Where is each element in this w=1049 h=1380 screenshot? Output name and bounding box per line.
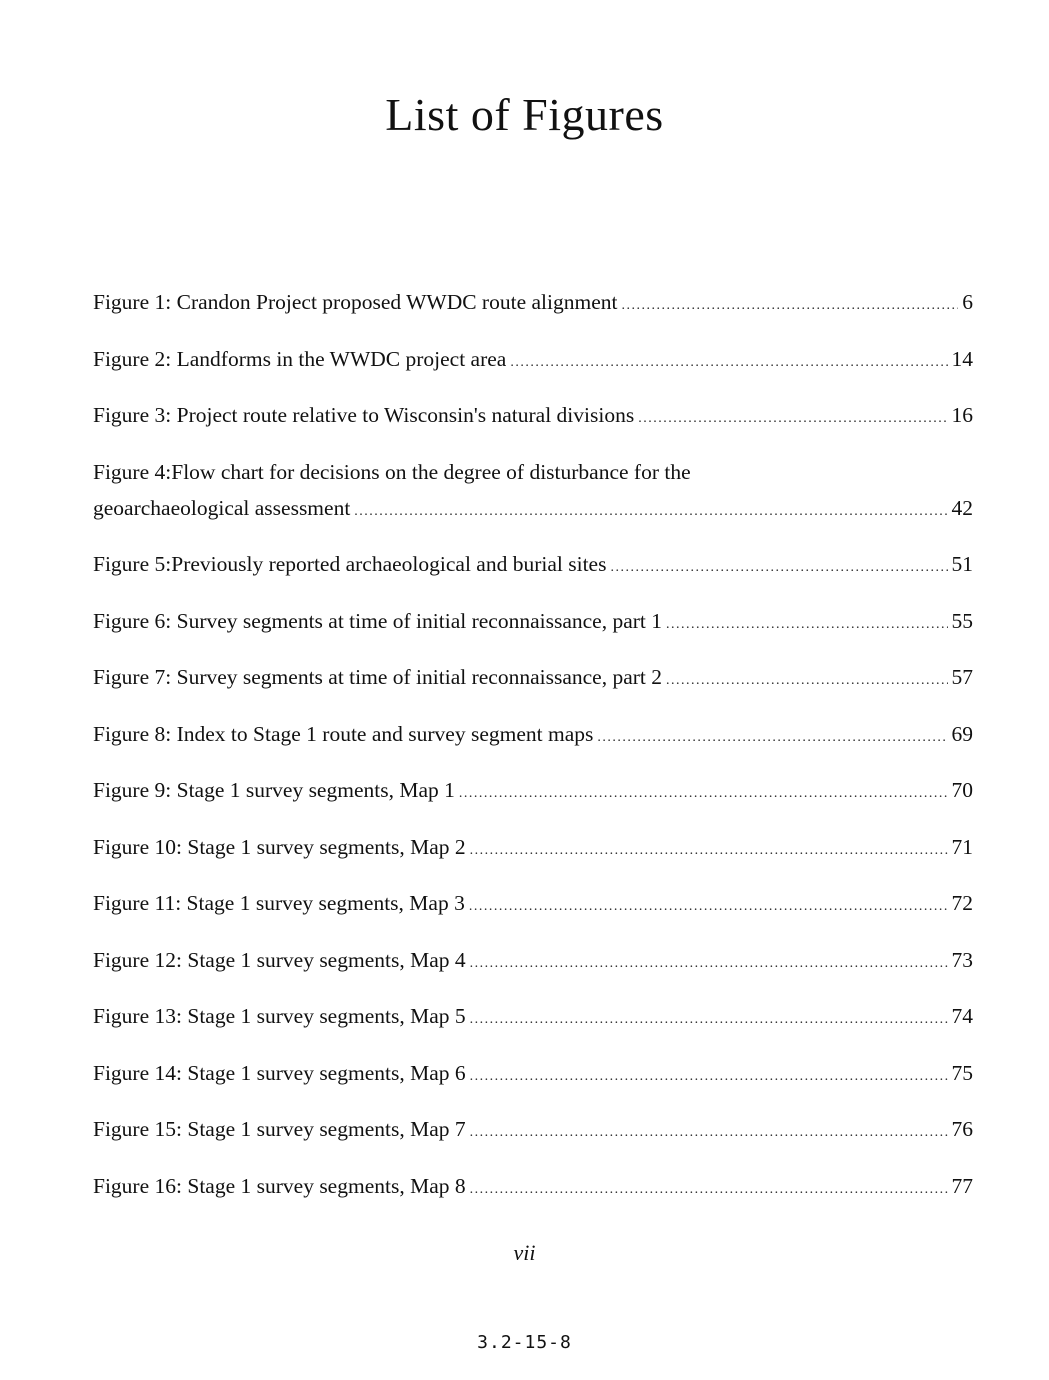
figure-entry-label: Figure 6: Survey segments at time of initial reconnaissance, part 1 [93,608,663,633]
figure-entry-label: Figure 10: Stage 1 survey segments, Map 2 [93,834,466,859]
figure-entry[interactable] [93,546,973,582]
figure-entry[interactable] [93,716,973,752]
figure-entry-label: Figure 16: Stage 1 survey segments, Map 8 [93,1173,466,1198]
figure-entry[interactable] [93,772,973,808]
document-id: 3.2-15-8 [477,1332,572,1353]
figure-entry[interactable] [93,659,973,695]
figure-entry-label: Figure 9: Stage 1 survey segments, Map 1 [93,778,455,802]
figure-entry[interactable] [93,829,973,865]
figure-entry-label: geoarchaeological assessment [93,495,351,520]
dot-leader [459,776,948,812]
dot-leader [470,1059,948,1095]
figure-entry-page: 14 [951,346,973,371]
dot-leader [470,1002,948,1038]
figure-entry-page: 55 [951,608,973,633]
figure-entry-label: Figure 5:Previously reported archaeological and burial sites [93,552,607,576]
figure-entry[interactable] [93,454,973,526]
figure-entry-label: Figure 14: Stage 1 survey segments, Map 6 [93,1060,466,1085]
dot-leader [470,946,948,982]
dot-leader [610,550,947,586]
dot-leader [354,494,947,530]
figure-entry[interactable] [93,603,973,639]
figure-entry[interactable] [93,1055,973,1091]
figure-entry[interactable] [93,284,973,320]
figure-entry-label: Figure 13: Stage 1 survey segments, Map 5 [93,1004,466,1028]
figure-entry-page: 77 [951,1173,973,1198]
dot-leader [469,889,948,925]
figure-entry-label: Figure 12: Stage 1 survey segments, Map 4 [93,947,466,972]
figure-entry-page: 71 [951,834,973,859]
dot-leader [470,1115,948,1151]
figure-entry-page: 70 [951,778,973,802]
figure-entry-label: Figure 2: Landforms in the WWDC project area [93,346,507,371]
figure-entry-page: 6 [962,290,973,314]
figure-entry[interactable] [93,1168,973,1204]
figure-entry-page: 16 [951,403,973,427]
dot-leader [597,720,947,756]
figure-entry-page: 42 [951,495,973,520]
figure-entry-page: 72 [951,891,973,915]
figure-entry-label: Figure 1: Crandon Project proposed WWDC route alignment [93,290,618,314]
figure-entry-label-line1: Figure 4:Flow chart for decisions on the degree of disturbance for the [93,459,691,484]
page-number: vii [513,1240,536,1265]
figure-entry-page: 74 [951,1004,973,1028]
figure-entry-label: Figure 15: Stage 1 survey segments, Map 7 [93,1117,466,1141]
figure-entry-label: Figure 3: Project route relative to Wisconsin's natural divisions [93,403,635,427]
dot-leader [666,663,947,699]
figure-entry-label: Figure 7: Survey segments at time of initial reconnaissance, part 2 [93,665,663,689]
figure-entry[interactable] [93,998,973,1034]
figure-entry[interactable] [93,885,973,921]
dot-leader [470,1172,948,1208]
dot-leader [666,607,947,643]
figure-entry-page: 75 [951,1060,973,1085]
figure-entry-label: Figure 8: Index to Stage 1 route and survey segment maps [93,721,594,746]
dot-leader [638,401,947,437]
figure-entry-page: 76 [951,1117,973,1141]
page-title: List of Figures [385,89,664,140]
figure-entry[interactable] [93,942,973,978]
dot-leader [470,833,948,869]
figure-entry-page: 73 [951,947,973,972]
figure-entry[interactable] [93,1111,973,1147]
figure-entry[interactable] [93,397,973,433]
figure-entry-label: Figure 11: Stage 1 survey segments, Map 3 [93,891,465,915]
dot-leader [621,288,958,324]
figure-entry-page: 69 [951,721,973,746]
figure-entry[interactable] [93,341,973,377]
figure-list [93,284,973,1224]
figure-entry-page: 51 [951,552,973,576]
figure-entry-page: 57 [951,665,973,689]
dot-leader [510,345,947,381]
